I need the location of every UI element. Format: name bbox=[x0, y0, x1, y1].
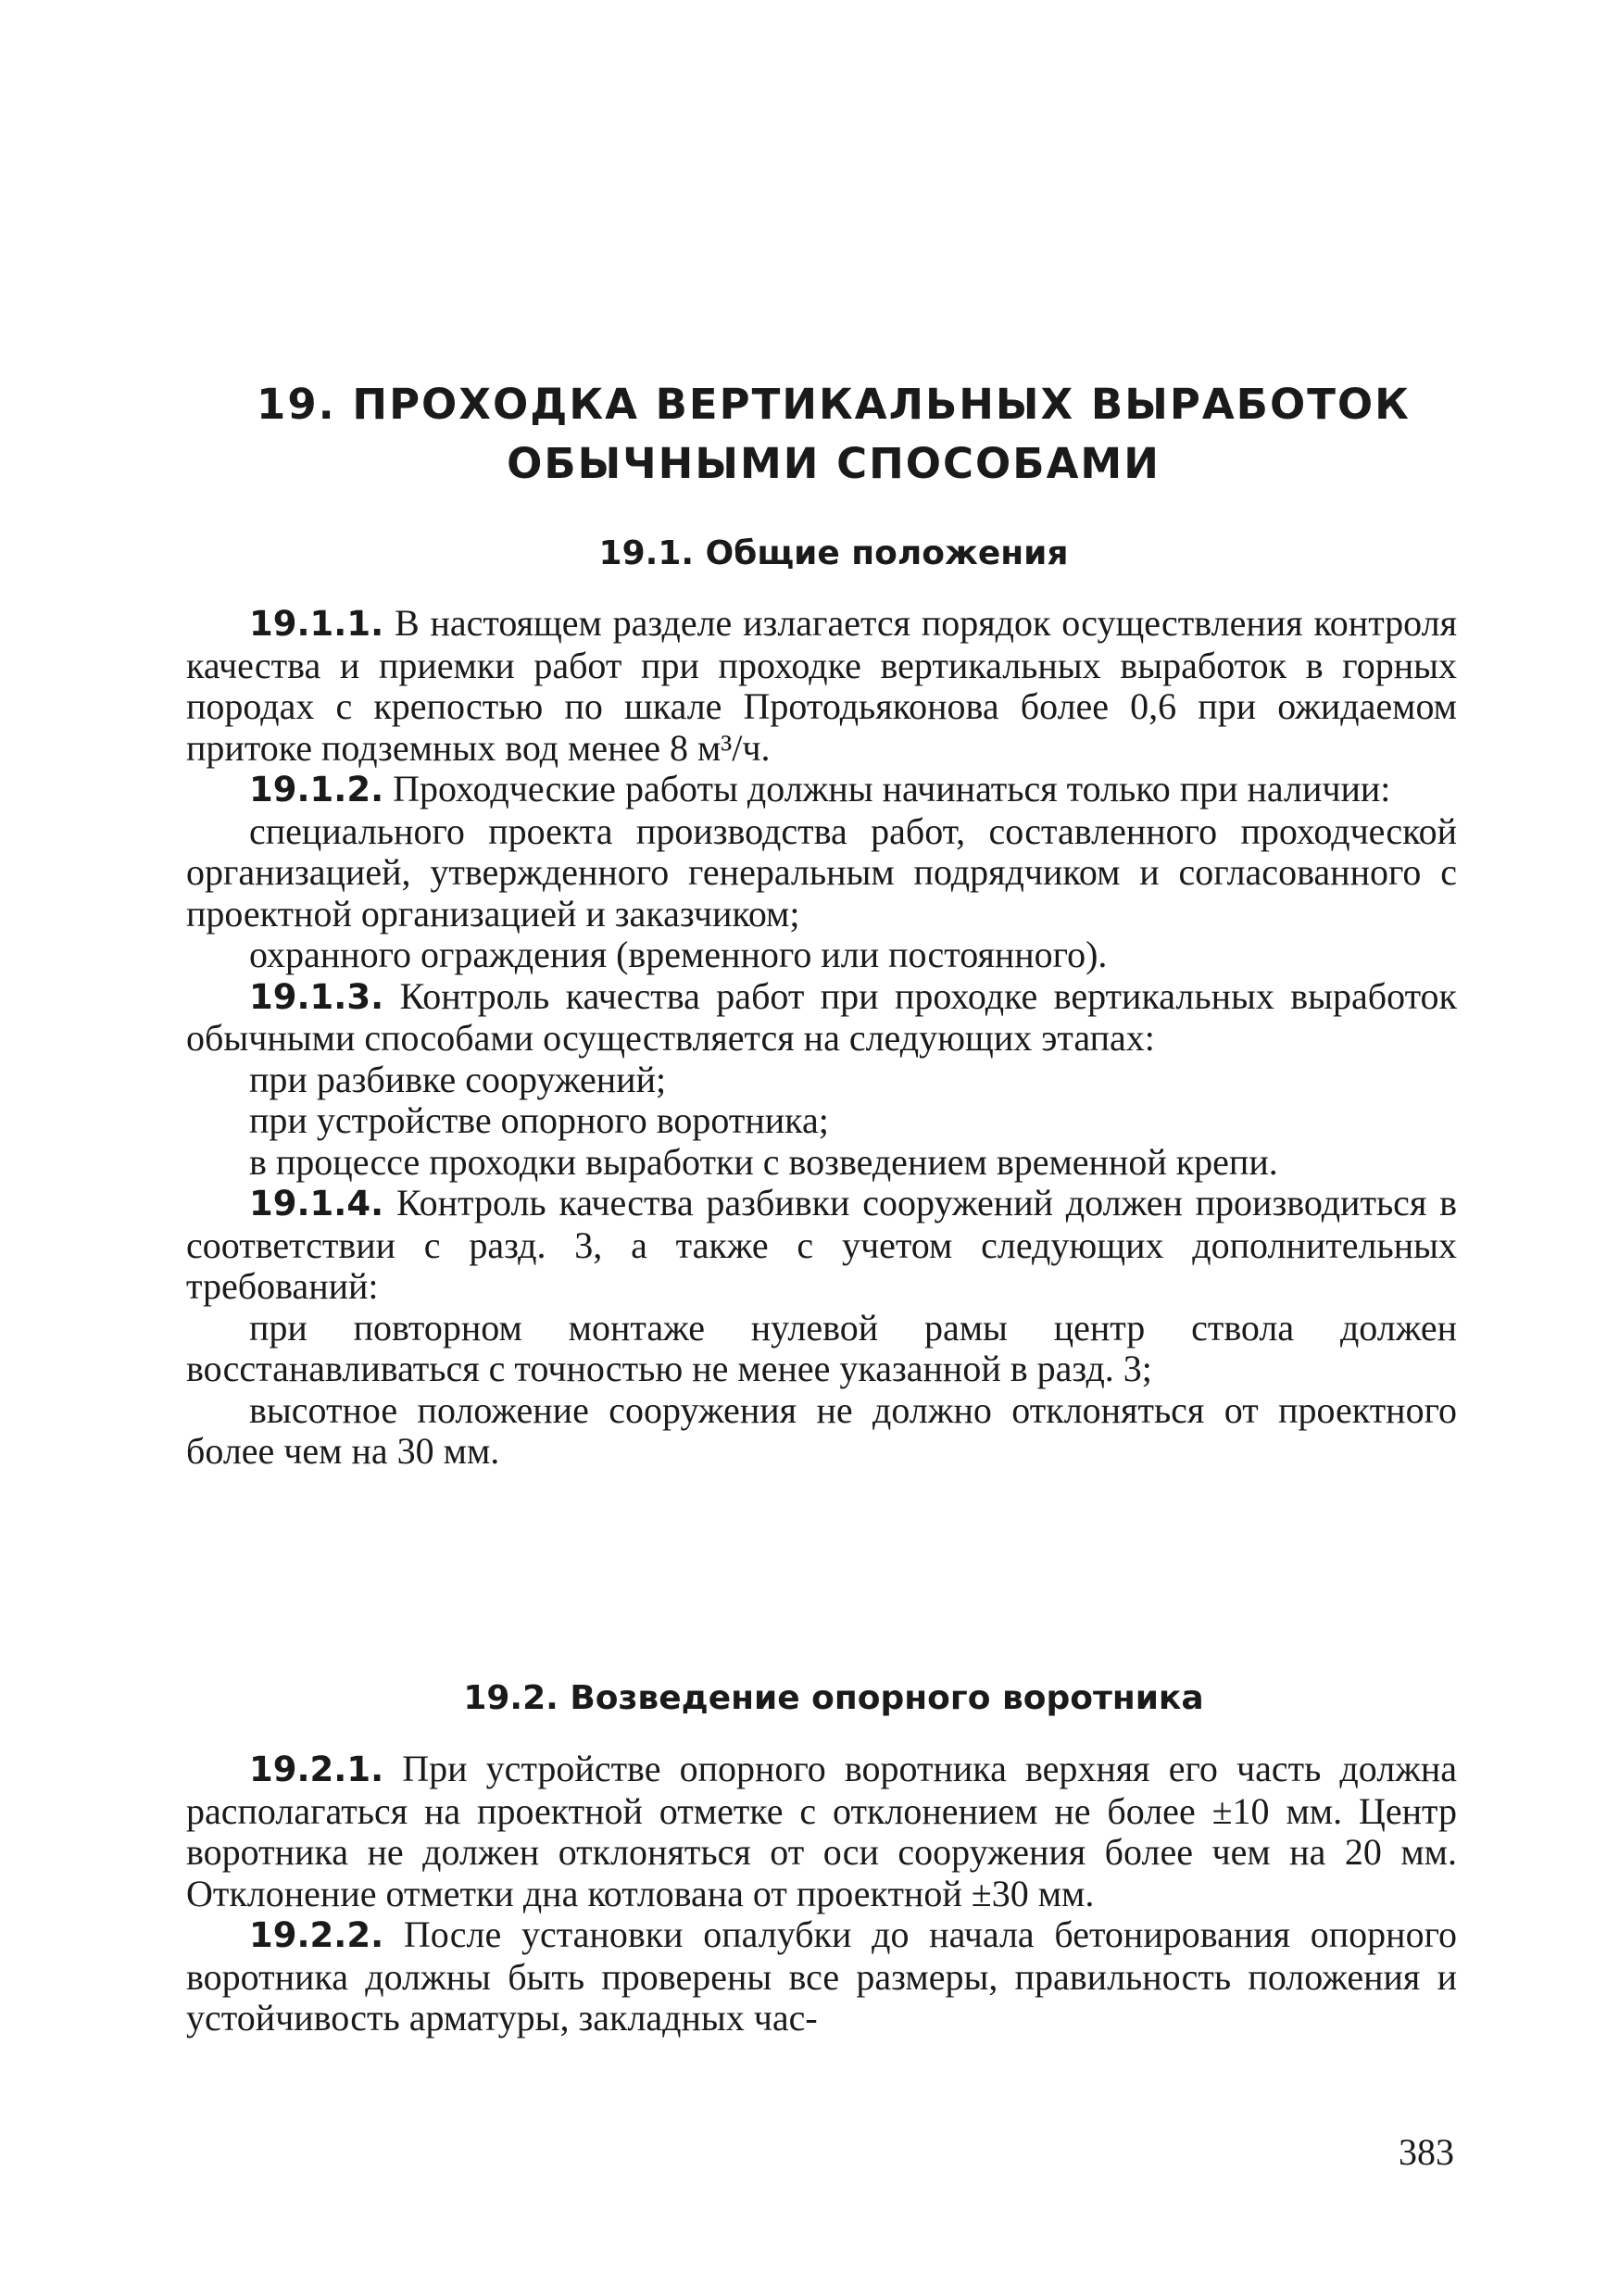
paragraph-19-1-2 bbox=[186, 769, 1457, 811]
paragraph-text: После установки опалубки до начала бетонирования опорного воротника должны быть проверены все размеры, правильность положения и устойчивость арматуры, закладных час- bbox=[186, 1913, 1457, 2039]
list-item bbox=[186, 935, 1457, 976]
list-item bbox=[186, 1390, 1457, 1473]
paragraph-text: В настоящем разделе излагается порядок осуществления контроля качества и приемки работ при проходке вертикальных выработок в горных породах с крепостью по шкале Протодьяконова более 0,6 при ожидаемом притоке подземных вод менее 8 м³/ч. bbox=[186, 602, 1457, 769]
paragraph-19-2-1 bbox=[186, 1749, 1457, 1914]
paragraph-19-1-4 bbox=[186, 1183, 1457, 1308]
paragraph-text: при устройстве опорного воротника; bbox=[249, 1099, 829, 1141]
paragraph-text: При устройстве опорного воротника верхняя его часть должна располагаться на проектной отметке с отклонением не более ±10 мм. Центр воротника не должен отклоняться от оси сооружения более чем на 20 мм. Отклонение отметки дна котлована от проектной ±30 мм. bbox=[186, 1748, 1458, 1914]
paragraph-text: специального проекта производства работ, составленного проходческой организацией, утвержденного генеральным подрядчиком и согласованного с проектной организацией и заказчиком; bbox=[186, 809, 1457, 935]
paragraph-text: в процессе проходки выработки с возведением временной крепи. bbox=[249, 1140, 1278, 1183]
list-item bbox=[186, 1142, 1457, 1184]
paragraph-text: при повторном монтаже нулевой рамы центр ствола должен восстанавливаться с точностью не менее указанной в разд. 3; bbox=[186, 1306, 1457, 1389]
paragraph-text: высотное положение сооружения не должно отклоняться от проектного более чем на 30 мм. bbox=[186, 1388, 1457, 1472]
clause-number: 19.1.3. bbox=[249, 976, 384, 1017]
section-title-19-2: 19.2. Возведение опорного воротника bbox=[463, 1679, 1204, 1717]
chapter-title-line-2: ОБЫЧНЫМИ СПОСОБАМИ bbox=[507, 439, 1161, 488]
clause-number: 19.1.1. bbox=[249, 604, 384, 644]
paragraph-19-1-3 bbox=[186, 976, 1457, 1060]
section-title-19-1: 19.1. Общие положения bbox=[598, 534, 1069, 572]
list-item bbox=[186, 811, 1457, 935]
list-item bbox=[186, 1060, 1457, 1101]
paragraph-19-1-1 bbox=[186, 603, 1457, 769]
paragraph-19-2-2 bbox=[186, 1914, 1457, 2039]
clause-number: 19.1.4. bbox=[249, 1184, 384, 1223]
clause-number: 19.2.2. bbox=[249, 1915, 384, 1955]
paragraph-text: при разбивке сооружений; bbox=[249, 1058, 667, 1100]
paragraph-text: Проходческие работы должны начинаться только при наличии: bbox=[393, 768, 1391, 809]
chapter-title bbox=[185, 375, 1482, 494]
page-number: 383 bbox=[1399, 2131, 1454, 2173]
paragraph-text: охранного ограждения (временного или постоянного). bbox=[249, 934, 1108, 975]
section-body-19-2 bbox=[186, 1749, 1457, 2039]
section-body-19-1 bbox=[186, 603, 1457, 1473]
clause-number: 19.1.2. bbox=[249, 770, 384, 809]
clause-number: 19.2.1. bbox=[249, 1750, 384, 1789]
paragraph-text: Контроль качества работ при проходке вертикальных выработок обычными способами осуществляется на следующих этапах: bbox=[186, 974, 1457, 1059]
list-item bbox=[186, 1100, 1457, 1142]
paragraph-text: Контроль качества разбивки сооружений должен производиться в соответствии с разд. 3, а также с учетом следующих дополнительных требований: bbox=[186, 1182, 1458, 1307]
list-item bbox=[186, 1308, 1457, 1390]
chapter-title-line-1: 19. ПРОХОДКА ВЕРТИКАЛЬНЫХ ВЫРАБОТОК bbox=[257, 380, 1411, 429]
